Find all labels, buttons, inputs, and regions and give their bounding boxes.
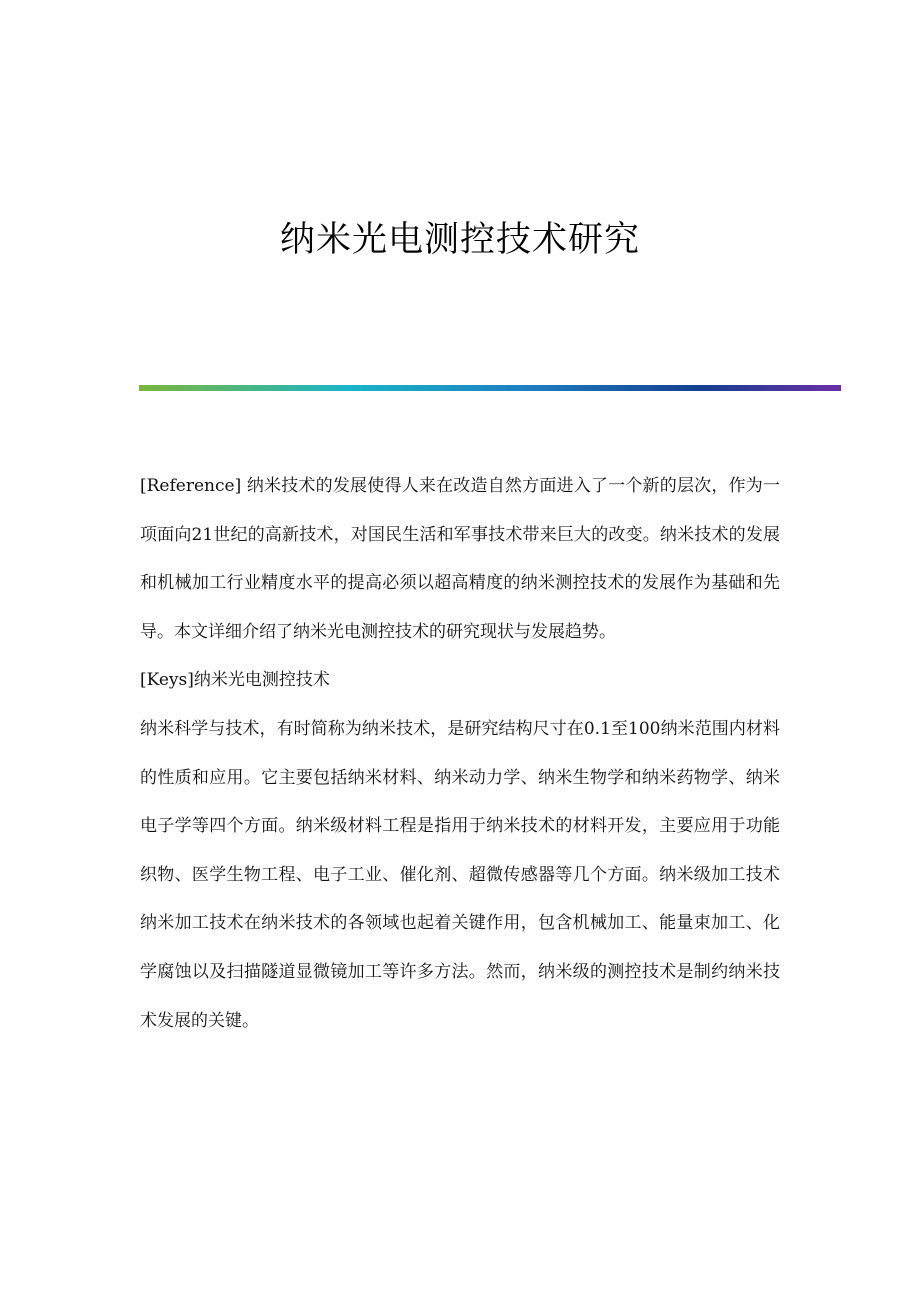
keywords-text: 纳米光电测控技术 (193, 670, 330, 691)
abstract-text: 纳米技术的发展使得人来在改造自然方面进入了一个新的层次，作为一项面向21世纪的高新技术，对国民生活和军事技术带来巨大的改变。纳米技术的发展和机械加工行业精度水平的提高必须以超高精度的纳米测控技术的发展作为基础和先导。本文详细介绍了纳米光电测控技术的研究现状与发展趋势。 (140, 476, 780, 642)
keywords-label: [Keys] (140, 670, 194, 691)
keywords-paragraph (140, 656, 780, 705)
page-title: 纳米光电测控技术研究 (279, 220, 640, 260)
title-gradient-rule (139, 385, 841, 391)
body-paragraph: 纳米科学与技术，有时简称为纳米技术，是研究结构尺寸在0.1至100纳米范围内材料的性质和应用。它主要包括纳米材料、纳米动力学、纳米生物学和纳米药物学、纳米电子学等四个方面。纳米级材料工程是指用于纳米技术的材料开发，主要应用于功能织物、医学生物工程、电子工业、催化剂、超微传感器等几个方面。纳米级加工技术纳米加工技术在纳米技术的各领域也起着关键作用，包含机械加工、能量束加工、化学腐蚀以及扫描隧道显微镜加工等许多方法。然而，纳米级的测控技术是制约纳米技术发展的关键。 (140, 718, 780, 1031)
abstract-label: [Reference] (140, 476, 242, 496)
abstract-paragraph (140, 462, 780, 656)
document-body (140, 462, 780, 1045)
